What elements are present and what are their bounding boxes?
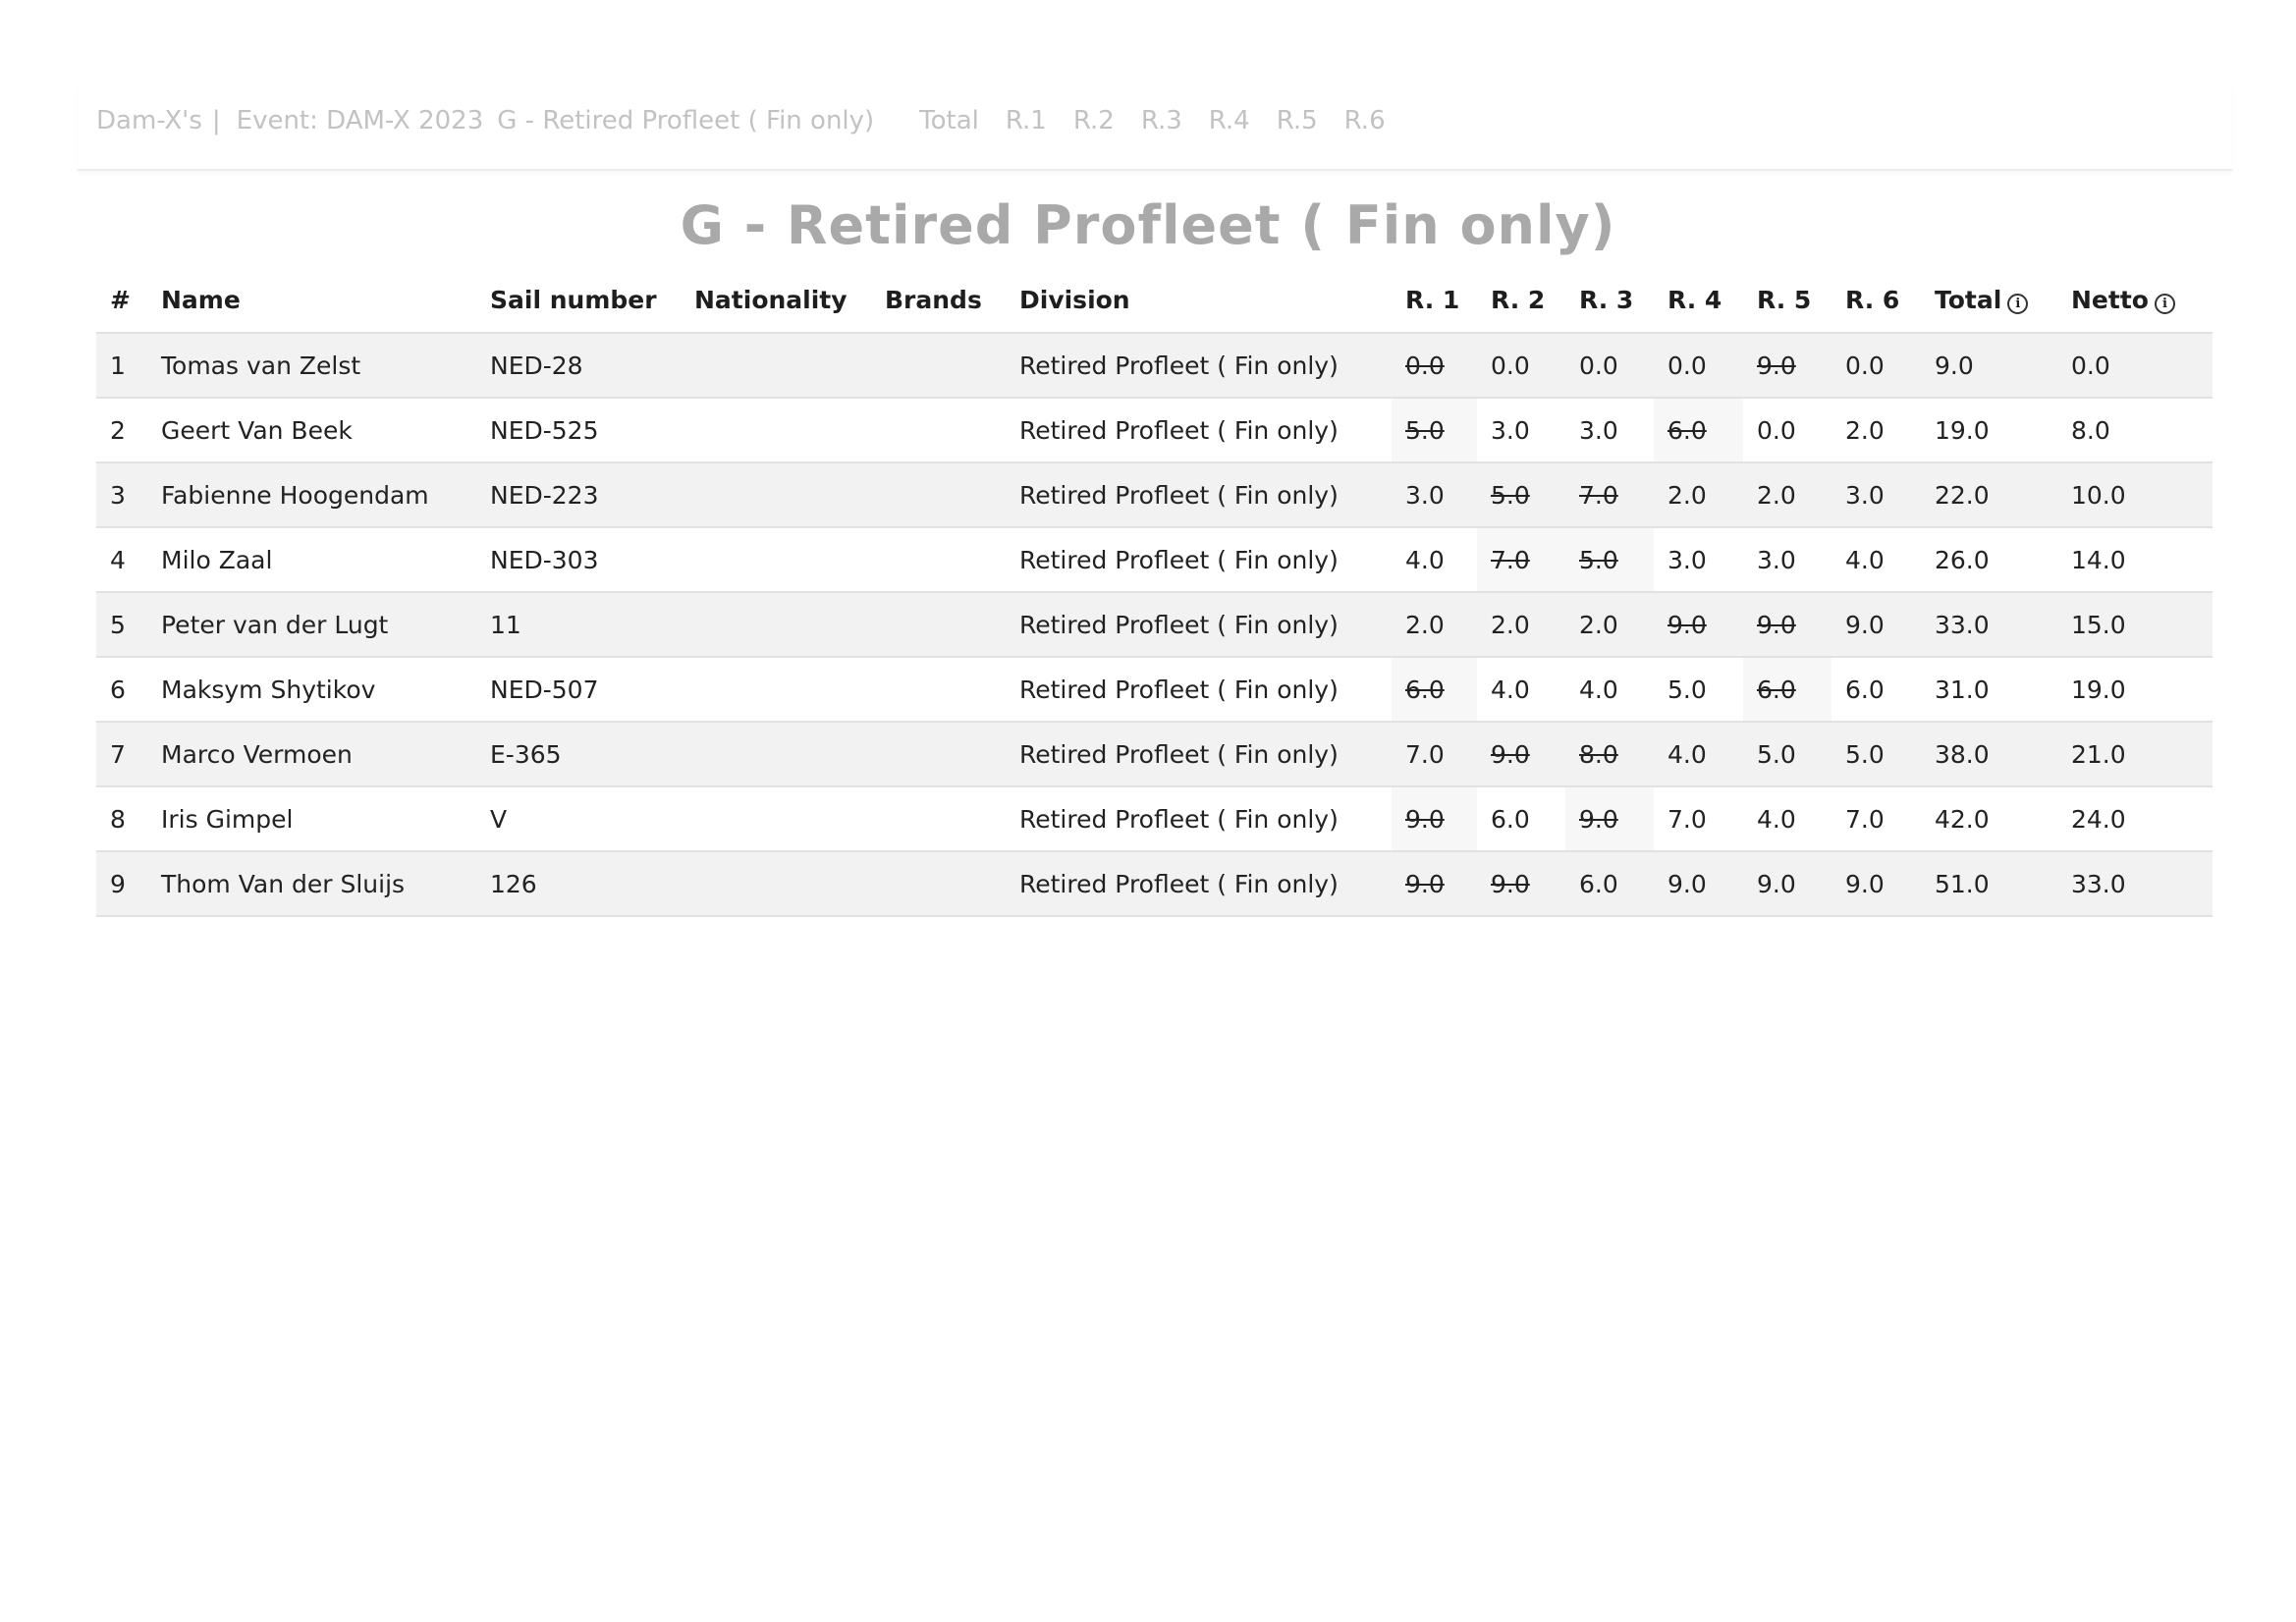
race-score-cell-discarded: 9.0 <box>1477 851 1565 916</box>
total-cell: 33.0 <box>1921 592 2057 657</box>
netto-info-icon[interactable]: i <box>2155 294 2175 314</box>
brands-cell <box>871 657 1006 722</box>
race-score-cell-discarded: 6.0 <box>1392 657 1477 722</box>
netto-cell: 24.0 <box>2057 786 2213 851</box>
name-cell: Geert Van Beek <box>147 398 476 462</box>
name-cell: Milo Zaal <box>147 527 476 592</box>
total-cell: 26.0 <box>1921 527 2057 592</box>
table-row <box>96 592 2213 657</box>
race-score-cell-discarded: 8.0 <box>1565 722 1654 786</box>
name-cell: Marco Vermoen <box>147 722 476 786</box>
race-score-cell: 2.0 <box>1565 592 1654 657</box>
race-score-cell: 6.0 <box>1477 786 1565 851</box>
sail-number-cell: NED-303 <box>476 527 681 592</box>
name-cell: Thom Van der Sluijs <box>147 851 476 916</box>
nationality-cell <box>681 527 871 592</box>
table-row <box>96 851 2213 916</box>
header-nationality: Nationality <box>694 285 847 314</box>
race-score-cell: 3.0 <box>1654 527 1743 592</box>
nav-link-r3[interactable]: R.3 <box>1140 106 1182 135</box>
race-score-cell: 9.0 <box>1654 851 1743 916</box>
table-row <box>96 722 2213 786</box>
sail-number-cell: NED-507 <box>476 657 681 722</box>
division-cell: Retired Profleet ( Fin only) <box>1006 851 1392 916</box>
race-score-cell: 4.0 <box>1565 657 1654 722</box>
nav-event-link[interactable]: Event: DAM-X 2023 <box>236 106 484 135</box>
race-score-cell: 7.0 <box>1654 786 1743 851</box>
header-r1: R. 1 <box>1405 285 1460 314</box>
name-cell: Tomas van Zelst <box>147 333 476 398</box>
nav-brand-link[interactable]: Dam-X's <box>96 106 202 135</box>
race-score-cell: 9.0 <box>1831 851 1921 916</box>
race-score-cell-discarded: 9.0 <box>1565 786 1654 851</box>
header-name: Name <box>161 285 241 314</box>
netto-cell: 14.0 <box>2057 527 2213 592</box>
sail-number-cell: NED-223 <box>476 462 681 527</box>
race-score-cell: 5.0 <box>1831 722 1921 786</box>
nationality-cell <box>681 333 871 398</box>
netto-cell: 8.0 <box>2057 398 2213 462</box>
nationality-cell <box>681 851 871 916</box>
race-score-cell: 4.0 <box>1392 527 1477 592</box>
header-total-label: Total <box>1935 285 2002 314</box>
race-score-cell: 7.0 <box>1392 722 1477 786</box>
nav-link-total[interactable]: Total <box>919 106 979 135</box>
sail-number-cell: E-365 <box>476 722 681 786</box>
page-title: G - Retired Profleet ( Fin only) <box>680 194 1616 256</box>
netto-cell: 10.0 <box>2057 462 2213 527</box>
division-cell: Retired Profleet ( Fin only) <box>1006 527 1392 592</box>
total-cell: 9.0 <box>1921 333 2057 398</box>
race-score-cell: 5.0 <box>1654 657 1743 722</box>
division-cell: Retired Profleet ( Fin only) <box>1006 462 1392 527</box>
nationality-cell <box>681 786 871 851</box>
total-info-icon[interactable]: i <box>2007 294 2028 314</box>
race-score-cell: 4.0 <box>1477 657 1565 722</box>
race-score-cell: 4.0 <box>1831 527 1921 592</box>
sail-number-cell: 11 <box>476 592 681 657</box>
nav-link-r2[interactable]: R.2 <box>1072 106 1115 135</box>
race-score-cell: 6.0 <box>1565 851 1654 916</box>
netto-cell: 33.0 <box>2057 851 2213 916</box>
race-score-cell: 0.0 <box>1477 333 1565 398</box>
race-score-cell-discarded: 7.0 <box>1565 462 1654 527</box>
header-netto <box>2057 267 2213 333</box>
header-r2: R. 2 <box>1491 285 1546 314</box>
total-cell: 51.0 <box>1921 851 2057 916</box>
rank-cell: 4 <box>96 527 147 592</box>
header-r5: R. 5 <box>1757 285 1812 314</box>
netto-cell: 0.0 <box>2057 333 2213 398</box>
race-score-cell: 4.0 <box>1654 722 1743 786</box>
race-score-cell-discarded: 9.0 <box>1477 722 1565 786</box>
race-score-cell: 0.0 <box>1565 333 1654 398</box>
race-score-cell: 2.0 <box>1392 592 1477 657</box>
rank-cell: 2 <box>96 398 147 462</box>
race-score-cell: 9.0 <box>1831 592 1921 657</box>
nationality-cell <box>681 722 871 786</box>
race-score-cell-discarded: 6.0 <box>1654 398 1743 462</box>
nationality-cell <box>681 398 871 462</box>
race-score-cell-discarded: 5.0 <box>1477 462 1565 527</box>
race-score-cell: 2.0 <box>1654 462 1743 527</box>
header-r3: R. 3 <box>1579 285 1634 314</box>
table-row <box>96 786 2213 851</box>
race-score-cell: 9.0 <box>1743 851 1831 916</box>
race-score-cell: 2.0 <box>1477 592 1565 657</box>
total-cell: 42.0 <box>1921 786 2057 851</box>
table-row <box>96 398 2213 462</box>
top-navigation <box>78 86 2232 171</box>
race-score-cell: 5.0 <box>1743 722 1831 786</box>
nav-link-r6[interactable]: R.6 <box>1343 106 1386 135</box>
table-row <box>96 462 2213 527</box>
header-rank: # <box>110 285 131 314</box>
brands-cell <box>871 786 1006 851</box>
race-score-cell: 3.0 <box>1565 398 1654 462</box>
header-total <box>1921 267 2057 333</box>
header-brands: Brands <box>885 285 982 314</box>
header-division: Division <box>1019 285 1130 314</box>
race-score-cell: 2.0 <box>1743 462 1831 527</box>
nav-link-r5[interactable]: R.5 <box>1276 106 1318 135</box>
division-cell: Retired Profleet ( Fin only) <box>1006 333 1392 398</box>
netto-cell: 19.0 <box>2057 657 2213 722</box>
header-sail-number: Sail number <box>490 285 657 314</box>
division-cell: Retired Profleet ( Fin only) <box>1006 786 1392 851</box>
sail-number-cell: 126 <box>476 851 681 916</box>
nationality-cell <box>681 462 871 527</box>
rank-cell: 6 <box>96 657 147 722</box>
race-score-cell-discarded: 5.0 <box>1565 527 1654 592</box>
nav-link-r4[interactable]: R.4 <box>1208 106 1250 135</box>
race-score-cell-discarded: 7.0 <box>1477 527 1565 592</box>
rank-cell: 7 <box>96 722 147 786</box>
total-cell: 38.0 <box>1921 722 2057 786</box>
rank-cell: 1 <box>96 333 147 398</box>
race-score-cell: 3.0 <box>1477 398 1565 462</box>
header-netto-label: Netto <box>2071 285 2149 314</box>
nav-division-link[interactable]: G - Retired Profleet ( Fin only) <box>497 106 875 135</box>
header-row <box>96 267 2213 333</box>
rank-cell: 9 <box>96 851 147 916</box>
name-cell: Peter van der Lugt <box>147 592 476 657</box>
race-score-cell: 3.0 <box>1392 462 1477 527</box>
race-score-cell-discarded: 9.0 <box>1654 592 1743 657</box>
name-cell: Iris Gimpel <box>147 786 476 851</box>
table-row <box>96 527 2213 592</box>
table-row <box>96 333 2213 398</box>
nav-separator: | <box>211 106 221 135</box>
nationality-cell <box>681 592 871 657</box>
brands-cell <box>871 851 1006 916</box>
division-cell: Retired Profleet ( Fin only) <box>1006 657 1392 722</box>
brands-cell <box>871 462 1006 527</box>
header-r4: R. 4 <box>1667 285 1722 314</box>
total-cell: 19.0 <box>1921 398 2057 462</box>
race-score-cell: 2.0 <box>1831 398 1921 462</box>
brands-cell <box>871 592 1006 657</box>
rank-cell: 8 <box>96 786 147 851</box>
race-score-cell-discarded: 9.0 <box>1392 786 1477 851</box>
race-score-cell: 7.0 <box>1831 786 1921 851</box>
brands-cell <box>871 398 1006 462</box>
results-body <box>96 333 2213 916</box>
division-cell: Retired Profleet ( Fin only) <box>1006 722 1392 786</box>
brands-cell <box>871 527 1006 592</box>
brands-cell <box>871 333 1006 398</box>
nav-bar <box>96 106 1412 135</box>
results-table <box>96 267 2213 917</box>
race-score-cell: 0.0 <box>1743 398 1831 462</box>
nav-link-r1[interactable]: R.1 <box>1005 106 1047 135</box>
race-score-cell-discarded: 0.0 <box>1392 333 1477 398</box>
brands-cell <box>871 722 1006 786</box>
netto-cell: 15.0 <box>2057 592 2213 657</box>
sail-number-cell: NED-525 <box>476 398 681 462</box>
division-cell: Retired Profleet ( Fin only) <box>1006 398 1392 462</box>
race-score-cell-discarded: 5.0 <box>1392 398 1477 462</box>
header-r6: R. 6 <box>1845 285 1900 314</box>
race-score-cell-discarded: 9.0 <box>1392 851 1477 916</box>
race-score-cell-discarded: 9.0 <box>1743 333 1831 398</box>
sail-number-cell: NED-28 <box>476 333 681 398</box>
netto-cell: 21.0 <box>2057 722 2213 786</box>
race-score-cell: 6.0 <box>1831 657 1921 722</box>
race-score-cell: 0.0 <box>1654 333 1743 398</box>
race-score-cell: 3.0 <box>1743 527 1831 592</box>
table-row <box>96 657 2213 722</box>
race-score-cell: 3.0 <box>1831 462 1921 527</box>
rank-cell: 3 <box>96 462 147 527</box>
race-score-cell: 4.0 <box>1743 786 1831 851</box>
nationality-cell <box>681 657 871 722</box>
race-score-cell: 0.0 <box>1831 333 1921 398</box>
total-cell: 22.0 <box>1921 462 2057 527</box>
rank-cell: 5 <box>96 592 147 657</box>
race-score-cell-discarded: 9.0 <box>1743 592 1831 657</box>
name-cell: Fabienne Hoogendam <box>147 462 476 527</box>
total-cell: 31.0 <box>1921 657 2057 722</box>
division-cell: Retired Profleet ( Fin only) <box>1006 592 1392 657</box>
race-score-cell-discarded: 6.0 <box>1743 657 1831 722</box>
sail-number-cell: V <box>476 786 681 851</box>
name-cell: Maksym Shytikov <box>147 657 476 722</box>
